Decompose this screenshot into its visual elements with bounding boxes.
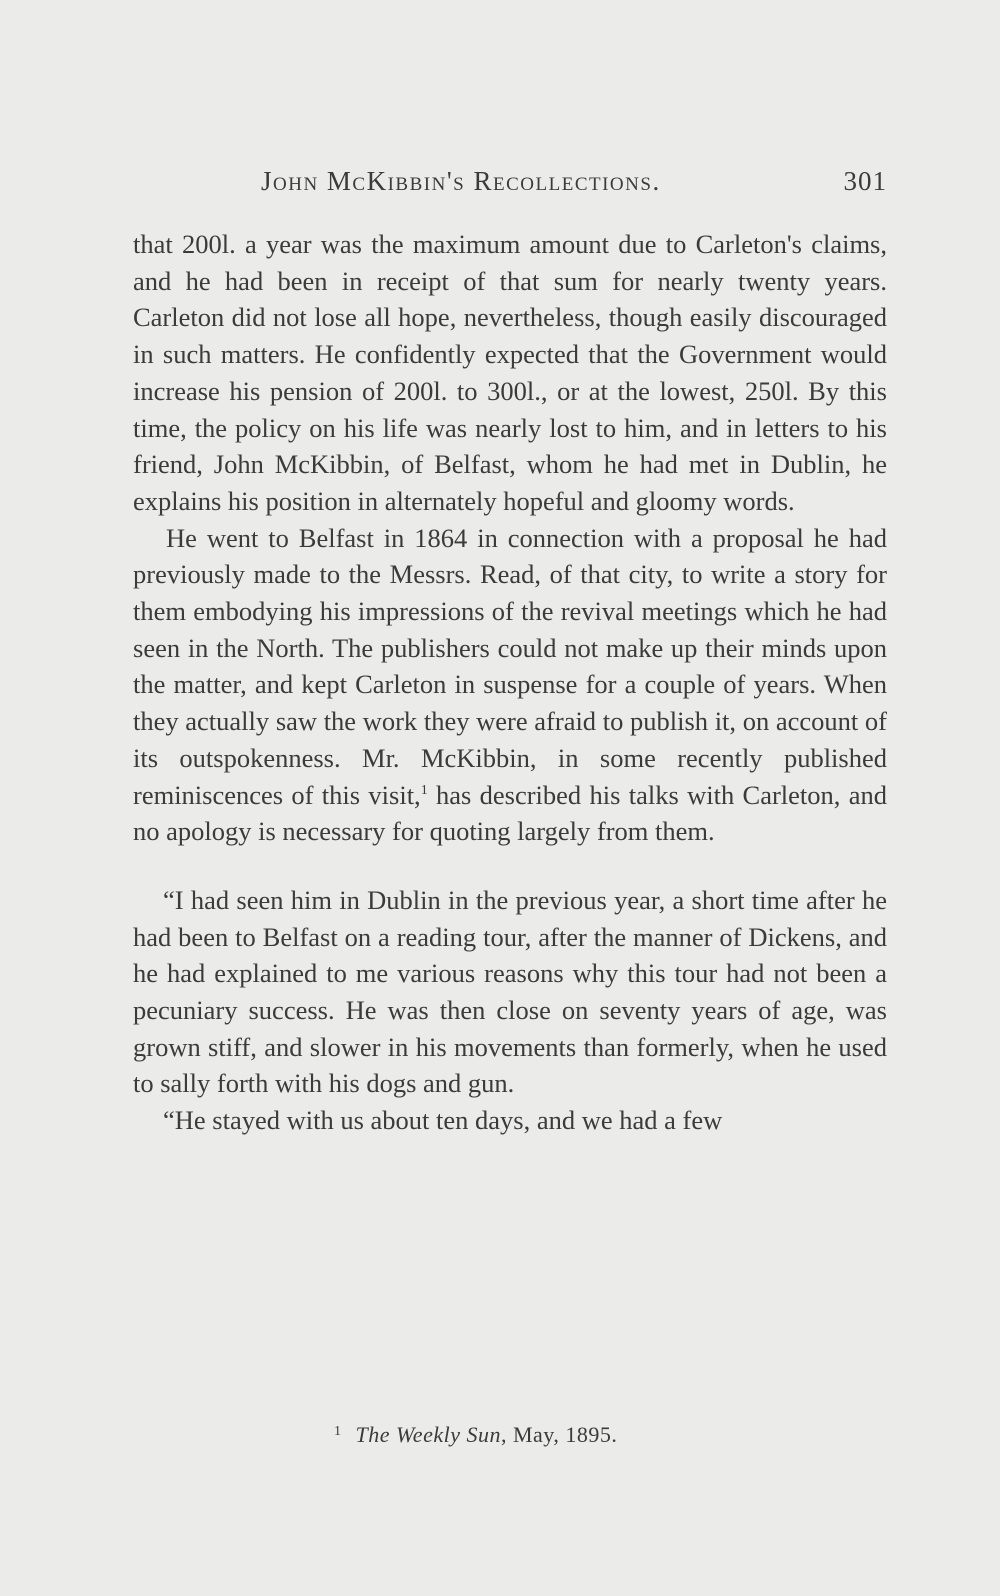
footnote-mark: 1 (334, 1424, 342, 1439)
paragraph-1: that 200l. a year was the maximum amount due to Carleton's claims, and he had been in receipt of that sum for nearly twenty years. Carleton did not lose all hope, nevertheless, though easily discouraged in such matters. He confidently expected that the Government would increase his pension of 200l. to 300l., or at the lowest, 250l. By this time, the policy on his life was nearly lost to him, and in letters to his friend, John McKibbin, of Belfast, whom he had met in Dublin, he explains his position in alternately hopeful and gloomy words. (133, 229, 887, 516)
running-head (133, 166, 893, 206)
quotation (133, 882, 887, 1139)
quote-paragraph-1: “I had seen him in Dublin in the previous year, a short time after he had been to Belfast on a reading tour, after the manner of Dickens, and he had explained to me various reasons why this tour had not been a pecuniary success. He was then close on seventy years of age, was grown stiff, and slower in his movements than formerly, when he used to sally forth with his dogs and gun. (133, 884, 887, 1099)
paragraph-2-text-a: He went to Belfast in 1864 in connection with a proposal he had previously made to the Messrs. Read, of that city, to write a story for them embodying his impressions of the revival meetings which he had seen in the North. The publishers could not make up their minds upon the matter, and kept Carleton in suspense for a couple of years. When they actually saw the work they were afraid to publish it, on account of its outspokenness. Mr. McKibbin, in some recently published reminiscences of this visit, (133, 522, 887, 810)
footnote-reference: 1 (420, 782, 428, 798)
quote-paragraph-2: “He stayed with us about ten days, and we had a few (163, 1105, 723, 1136)
page-number: 301 (843, 166, 887, 196)
running-head-title: John McKibbin's Recollections. (261, 166, 661, 196)
footnote-date: , May, 1895. (500, 1422, 618, 1447)
footnote-publication: The Weekly Sun (355, 1422, 501, 1447)
body-text (133, 226, 887, 1139)
paragraph-2-text-b: has described his talks with Carleton, and no apology is necessary for quoting largely from them. (133, 779, 887, 847)
paragraph-2 (133, 520, 887, 850)
footnote (334, 1422, 617, 1448)
